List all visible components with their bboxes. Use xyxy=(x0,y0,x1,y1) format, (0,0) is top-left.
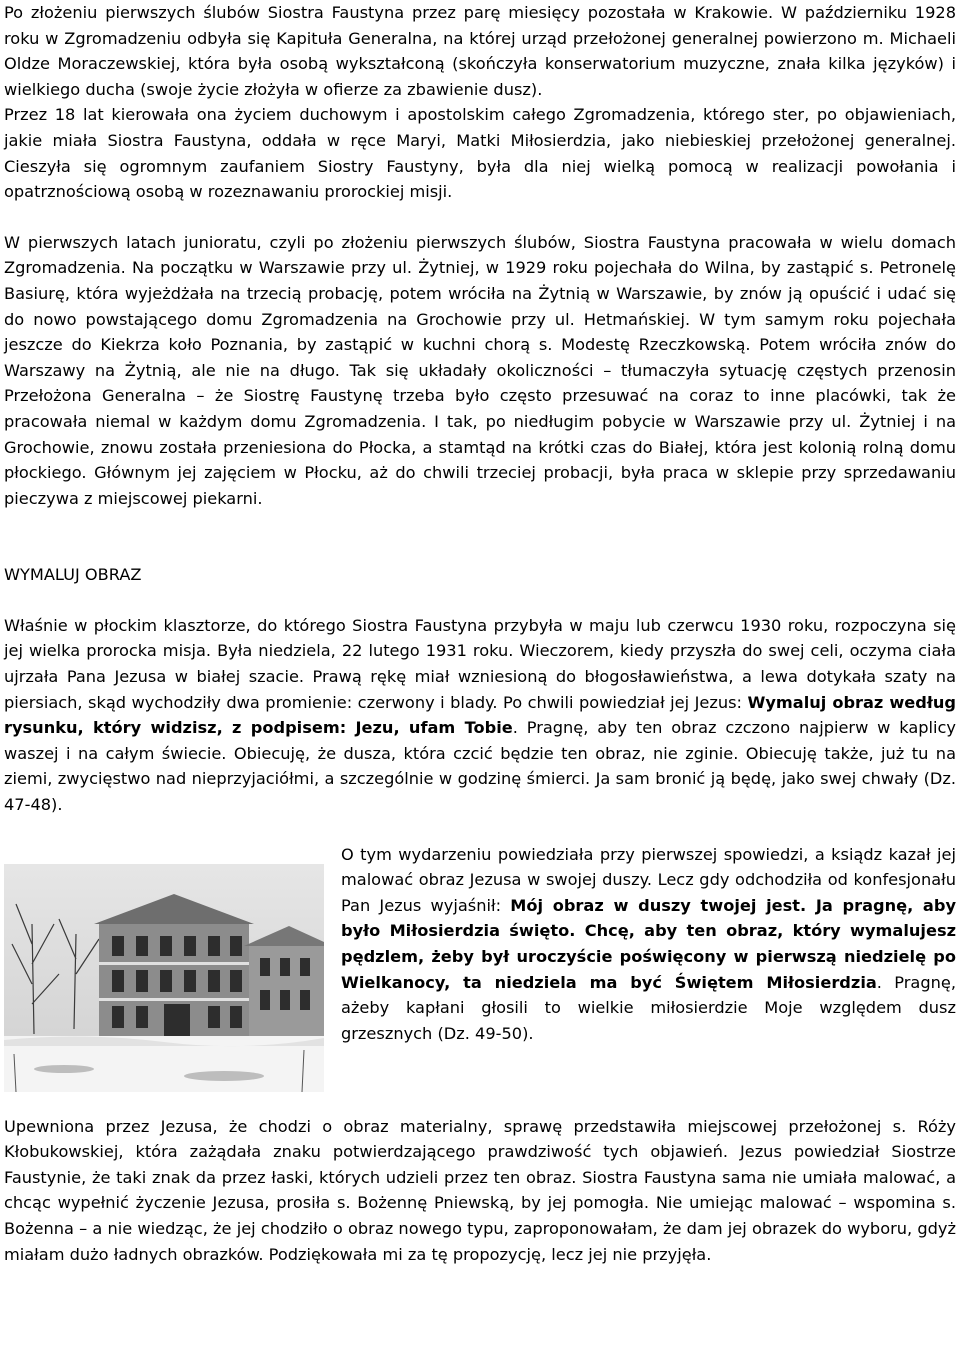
paragraph-4-text-b: . Pragnę, ażeby kapłani głosili to wielkie miłosierdzie Moje względem dusz grzesznych (Dz. 49-50). xyxy=(341,972,956,1043)
paragraph-1-part-a: Po złożeniu pierwszych ślubów Siostra Faustyna przez parę miesięcy pozostała w Krakowie. W październiku 1928 roku w Zgromadzeniu odbyła się Kapituła Generalna, na której urząd przełożonej generalnej powierzono m. Michaeli Oldze Moraczewskiej, która była osobą wykształconą (skończyła konserwatorium muzyczne, znała kilka języków) i wielkiego ducha (swoje życie złożyła w ofierze za zbawienie dusz). xyxy=(4,3,956,99)
paragraph-3-quote-bold: Wymaluj obraz według rysunku, który widzisz, z podpisem: Jezu, ufam Tobie xyxy=(4,692,956,738)
paragraph-5: Upewniona przez Jezusa, że chodzi o obraz materialny, sprawę przedstawiła miejscowej przełożonej s. Róży Kłobukowskiej, która zażądała znaku potwierdzającego prawdziwość tych objawień. Jezus powiedział Siostrze Faustynie, że taki znak da przez łaski, których udzieli przez ten obraz. Siostra Faustyna sama nie umiała malować, a chcąc wypełnić życzenie Jezusa, prosiła s. Bożennę Pniewską, by jej pomogła. Nie umiejąc malować – wspomina s. Bożenna – a nie wiedząc, że jej chodziło o obraz nowego typu, zaproponowałam, że dam jej obrazek do wyboru, gdyż miałam dużo ładnych obrazków. Podziękowała mi za tę propozycję, lecz jej nie przyjęła. xyxy=(4,1116,956,1264)
paragraph-4 xyxy=(341,842,956,1047)
paragraph-3-text-a: Właśnie w płockim klasztorze, do którego Siostra Faustyna przybyła w maju lub czerwcu 1930 roku, rozpoczyna się jej wielka prorocka misja. Była niedziela, 22 lutego 1931 roku. Wieczorem, kiedy przyszła do swej celi, oczyma ciała ujrzała Pana Jezusa w białej szacie. Prawą rękę miał wzniesioną do błogosławieństwa, a lewa dotykała szaty na piersiach, skąd wychodziły dwa promienie: czerwony i blady. Po chwili powiedział jej Jezus: xyxy=(4,615,956,712)
photo-side-text xyxy=(341,842,956,1047)
paragraph-3 xyxy=(4,613,956,818)
photo-row xyxy=(4,842,956,1092)
section-heading: WYMALUJ OBRAZ xyxy=(4,565,142,585)
convent-photo xyxy=(4,864,324,1092)
paragraph-2: W pierwszych latach junioratu, czyli po złożeniu pierwszych ślubów, Siostra Faustyna pracowała w wielu domach Zgromadzenia. Na początku w Warszawie przy ul. Żytniej, w 1929 roku pojechała do Wilna, by zastąpić s. Petronelę Basiurę, która wyjeżdżała na trzecią probację, potem wróciła na Żytnią w Warszawie, by znów ją opuścić i udać się do nowo powstającego domu Zgromadzenia na Grochowie przy ul. Hetmańskiej. W tym samym roku pojechała jeszcze do Kiekrza koło Poznania, by zastąpić w kuchni chorą s. Modestę Rzeczkowską. Potem wróciła znów do Warszawy na Żytnią, ale nie na długo. Tak się układały okoliczności – tłumaczyła sytuację częstych przenosin Przełożona Generalna – że Siostrę Faustynę trzeba było często przesuwać na coraz to inne placówki, tak że pracowała niemal w każdym domu Zgromadzenia. I tak, po niedługim pobycie w Warszawie przy ul. Żytniej i na Grochowie, znowu została przeniesiona do Płocka, a stamtąd na krótki czas do Białej, która jest kolonią rolną domu płockiego. Głównym jej zajęciem w Płocku, aż do chwili trzeciej probacji, była praca w sklepie przy sprzedawaniu pieczywa z miejscowej piekarni. xyxy=(4,232,956,508)
paragraph-4-text-a: O tym wydarzeniu powiedziała przy pierwszej spowiedzi, a ksiądz kazał jej malować obraz Jezusa w swojej duszy. Lecz gdy odchodziła od konfesjonału Pan Jezus wyjaśnił: xyxy=(341,844,956,915)
document-page xyxy=(4,0,956,1267)
paragraph-1 xyxy=(4,0,956,205)
paragraph-1-part-b: Przez 18 lat kierowała ona życiem duchowym i apostolskim całego Zgromadzenia, którego ster, po objawieniach, jakie miała Siostra Faustyna, oddała w ręce Maryi, Matki Miłosierdzia, jako niebieskiej przełożonej generalnej. Cieszyła się ogromnym zaufaniem Siostry Faustyny, była dla niej wielką pomocą w realizacji powołania i opatrznościową osobą w rozeznawaniu prorockiej misji. xyxy=(4,105,956,202)
paragraph-3-text-b: . Pragnę, aby ten obraz czczono najpierw w kaplicy waszej i na całym świecie. Obiecuję, że dusza, która czcić będzie ten obraz, nie zginie. Obiecuję także, już tu na ziemi, zwycięstwo nad nieprzyjaciółmi, a szczególnie w godzinę śmierci. Ja sam bronić ją będę, jako swej chwały (Dz. 47-48). xyxy=(4,718,956,815)
convent-photo-image xyxy=(4,864,324,1092)
paragraph-4-quote-bold: Mój obraz w duszy twojej jest. Ja pragnę, aby było Miłosierdzia święto. Chcę, aby ten obraz, który wymalujesz pędzlem, żeby był uroczyście poświęcony w pierwszą niedzielę po Wielkanocy, ta niedziela ma być Świętem Miłosierdzia xyxy=(341,895,956,992)
